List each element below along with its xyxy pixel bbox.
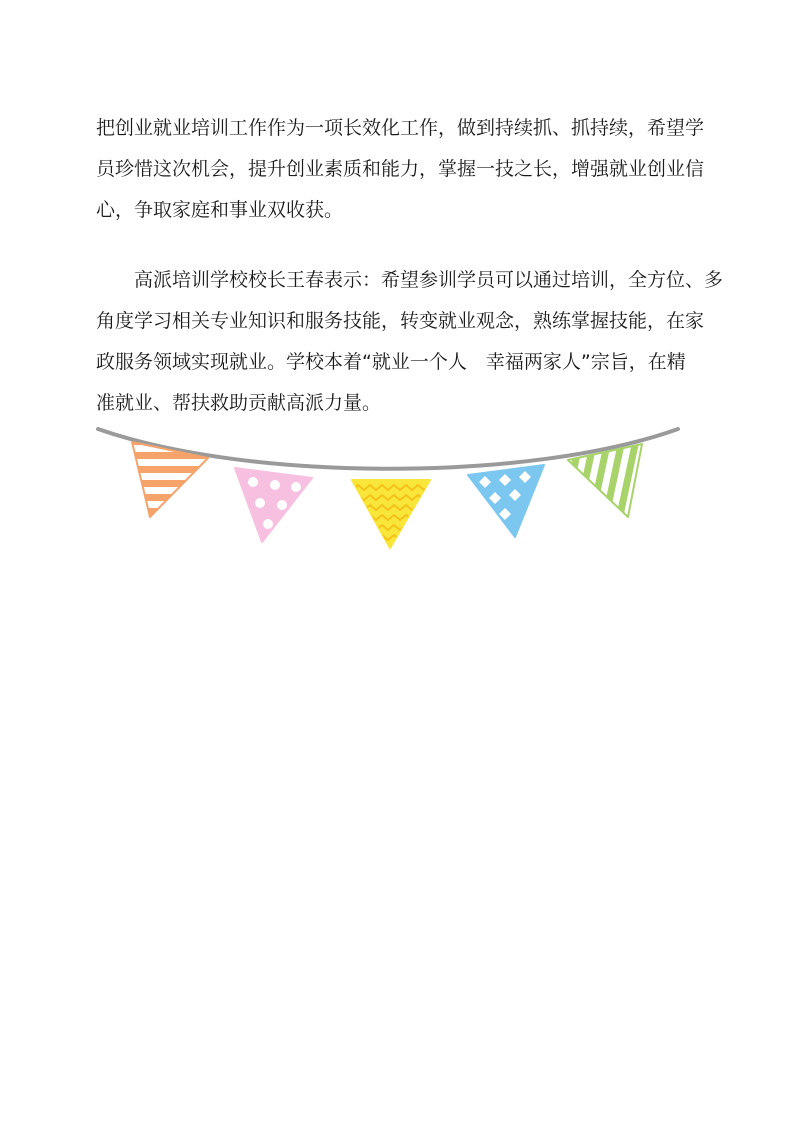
paragraph-line: 员珍惜这次机会，提升创业素质和能力，掌握一技之长，增强就业创业信: [96, 158, 705, 180]
paragraph-line: 把创业就业培训工作作为一项长效化工作，做到持续抓、抓持续，希望学: [96, 117, 705, 139]
bunting-flags-icon: [90, 420, 690, 555]
paragraph-line: 心，争取家庭和事业双收获。: [96, 199, 344, 221]
paragraph-line: 准就业、帮扶救助贡献高派力量。: [96, 392, 382, 414]
flag-green-stripes: [558, 431, 656, 530]
flag-blue-diamonds: [468, 465, 544, 537]
flag-pink-dots: [235, 468, 312, 542]
flag-orange-stripes: [120, 438, 220, 517]
paragraph-line: 高派培训学校校长王春表示：希望参训学员可以通过培训，全方位、多: [96, 269, 724, 291]
flag-yellow-zigzag: [352, 480, 430, 548]
paragraph-line: 角度学习相关专业知识和服务技能，转变就业观念，熟练掌握技能，在家: [96, 310, 705, 332]
paragraph-1: [96, 108, 705, 231]
paragraph-2: [96, 260, 724, 424]
paragraph-line: 政服务领域实现就业。学校本着“就业一个人 幸福两家人”宗旨，在精: [96, 351, 686, 373]
